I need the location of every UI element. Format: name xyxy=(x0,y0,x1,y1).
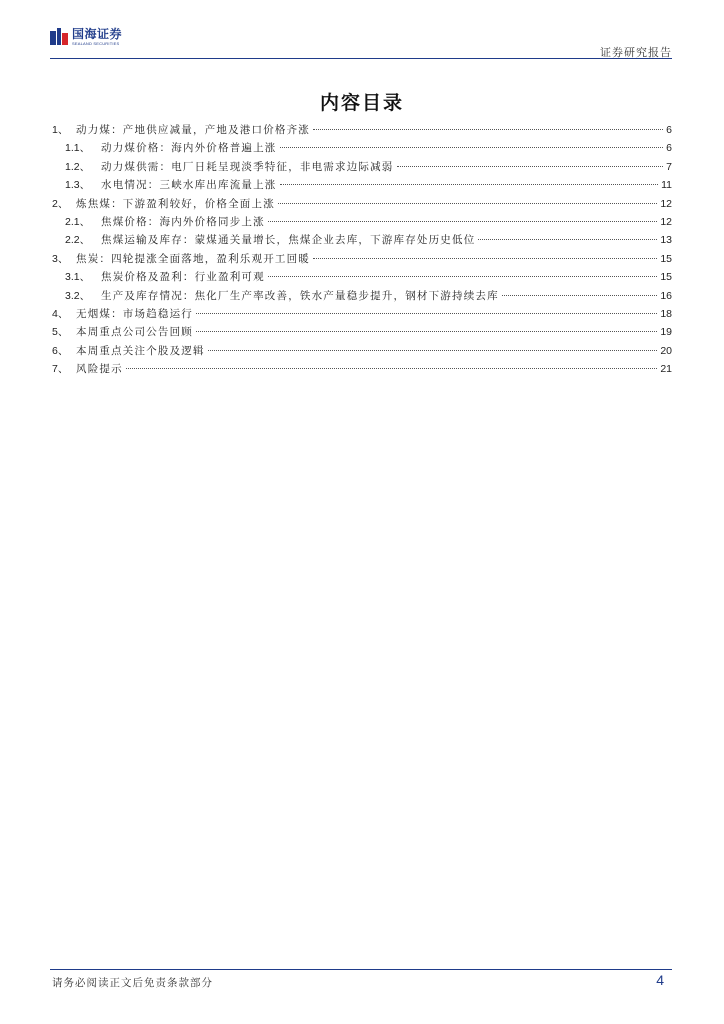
toc-entry-label: 风险提示 xyxy=(76,363,123,376)
toc-entry-page: 15 xyxy=(660,271,672,284)
toc-entry-page: 15 xyxy=(660,252,672,265)
toc-entry-page: 13 xyxy=(660,234,672,247)
toc-entry-page: 21 xyxy=(660,363,672,376)
toc-entry[interactable] xyxy=(52,195,672,213)
toc-entry-page: 20 xyxy=(660,344,672,357)
toc-entry-number: 1.1、 xyxy=(65,142,91,155)
toc-entry-label: 焦煤运输及库存：蒙煤通关量增长，焦煤企业去库，下游库存处历史低位 xyxy=(101,234,476,247)
page-header xyxy=(50,26,672,60)
header-divider xyxy=(50,58,672,59)
toc-entry-label: 生产及库存情况：焦化厂生产率改善，铁水产量稳步提升，钢材下游持续去库 xyxy=(101,289,499,302)
toc-entry-page: 6 xyxy=(666,142,672,155)
toc-entry[interactable] xyxy=(52,360,672,378)
toc-dot-leader xyxy=(502,295,658,296)
toc-dot-leader xyxy=(478,239,657,240)
toc-title: 内容目录 xyxy=(319,92,404,114)
toc-entry-page: 6 xyxy=(666,124,672,136)
toc-entry-number: 1、 xyxy=(52,124,69,136)
toc-entry-page: 7 xyxy=(666,160,672,173)
toc-entry-number: 3.2、 xyxy=(65,289,91,302)
report-type-label: 证券研究报告 xyxy=(600,46,672,59)
toc-entry[interactable] xyxy=(52,176,672,194)
toc-entry-label: 焦炭价格及盈利：行业盈利可观 xyxy=(101,271,265,284)
page-number: 4 xyxy=(656,972,664,988)
toc-dot-leader xyxy=(196,331,657,332)
toc-entry[interactable] xyxy=(52,250,672,268)
toc-dot-leader xyxy=(280,184,659,185)
toc-dot-leader xyxy=(397,166,664,167)
toc-dot-leader xyxy=(313,129,663,130)
toc-entry-number: 4、 xyxy=(52,307,69,320)
toc-entry-number: 2、 xyxy=(52,197,69,210)
toc-entry-page: 19 xyxy=(660,326,672,339)
toc-entry[interactable] xyxy=(52,231,672,249)
toc-entry-number: 3、 xyxy=(52,252,69,265)
toc-dot-leader xyxy=(208,350,658,351)
toc-entry-number: 1.2、 xyxy=(65,160,91,173)
toc-entry-label: 动力煤：产地供应减量，产地及港口价格齐涨 xyxy=(76,124,310,136)
logo-en-text: SEALAND SECURITIES xyxy=(72,41,120,46)
logo-cn-text: 国海证券 xyxy=(72,27,123,41)
toc-dot-leader xyxy=(196,313,657,314)
toc-dot-leader xyxy=(268,221,658,222)
toc-dot-leader xyxy=(126,368,658,369)
toc-entry-page: 16 xyxy=(660,289,672,302)
toc-entry-label: 动力煤价格：海内外价格普遍上涨 xyxy=(101,142,277,155)
toc-entry-page: 12 xyxy=(660,197,672,210)
toc-entry-number: 6、 xyxy=(52,344,69,357)
toc-entry[interactable] xyxy=(52,305,672,323)
toc-entry-number: 1.3、 xyxy=(65,179,91,192)
toc-entry-number: 3.1、 xyxy=(65,271,91,284)
toc-entry[interactable] xyxy=(52,323,672,341)
toc-dot-leader xyxy=(268,276,658,277)
toc-entry[interactable] xyxy=(52,121,672,139)
toc-entry-page: 11 xyxy=(661,179,672,192)
toc-dot-leader xyxy=(313,258,657,259)
toc-entry-label: 本周重点关注个股及逻辑 xyxy=(76,344,205,357)
toc-entry[interactable] xyxy=(52,268,672,286)
footer-divider xyxy=(50,969,672,970)
toc-entry-page: 18 xyxy=(660,307,672,320)
toc-entry-label: 焦煤价格：海内外价格同步上涨 xyxy=(101,215,265,228)
table-of-contents xyxy=(52,121,672,378)
toc-entry[interactable] xyxy=(52,342,672,360)
toc-entry[interactable] xyxy=(52,158,672,176)
toc-entry-label: 本周重点公司公告回顾 xyxy=(76,326,193,339)
toc-entry[interactable] xyxy=(52,139,672,157)
toc-entry-number: 2.1、 xyxy=(65,215,91,228)
toc-entry[interactable] xyxy=(52,213,672,231)
toc-entry-number: 2.2、 xyxy=(65,234,91,247)
toc-entry-label: 无烟煤：市场趋稳运行 xyxy=(76,307,193,320)
toc-entry-page: 12 xyxy=(660,215,672,228)
toc-entry-number: 7、 xyxy=(52,363,69,376)
toc-entry-label: 水电情况：三峡水库出库流量上涨 xyxy=(101,179,277,192)
toc-dot-leader xyxy=(278,203,657,204)
toc-entry-label: 焦炭：四轮提涨全面落地，盈利乐观开工回暖 xyxy=(76,252,310,265)
toc-entry[interactable] xyxy=(52,287,672,305)
company-logo xyxy=(50,28,122,47)
disclaimer-note: 请务必阅读正文后免责条款部分 xyxy=(52,977,213,989)
logo-mark-icon xyxy=(50,28,68,46)
toc-entry-label: 炼焦煤：下游盈利较好，价格全面上涨 xyxy=(76,197,275,210)
toc-entry-number: 5、 xyxy=(52,326,69,339)
toc-entry-label: 动力煤供需：电厂日耗呈现淡季特征，非电需求边际减弱 xyxy=(101,160,394,173)
toc-dot-leader xyxy=(280,147,664,148)
